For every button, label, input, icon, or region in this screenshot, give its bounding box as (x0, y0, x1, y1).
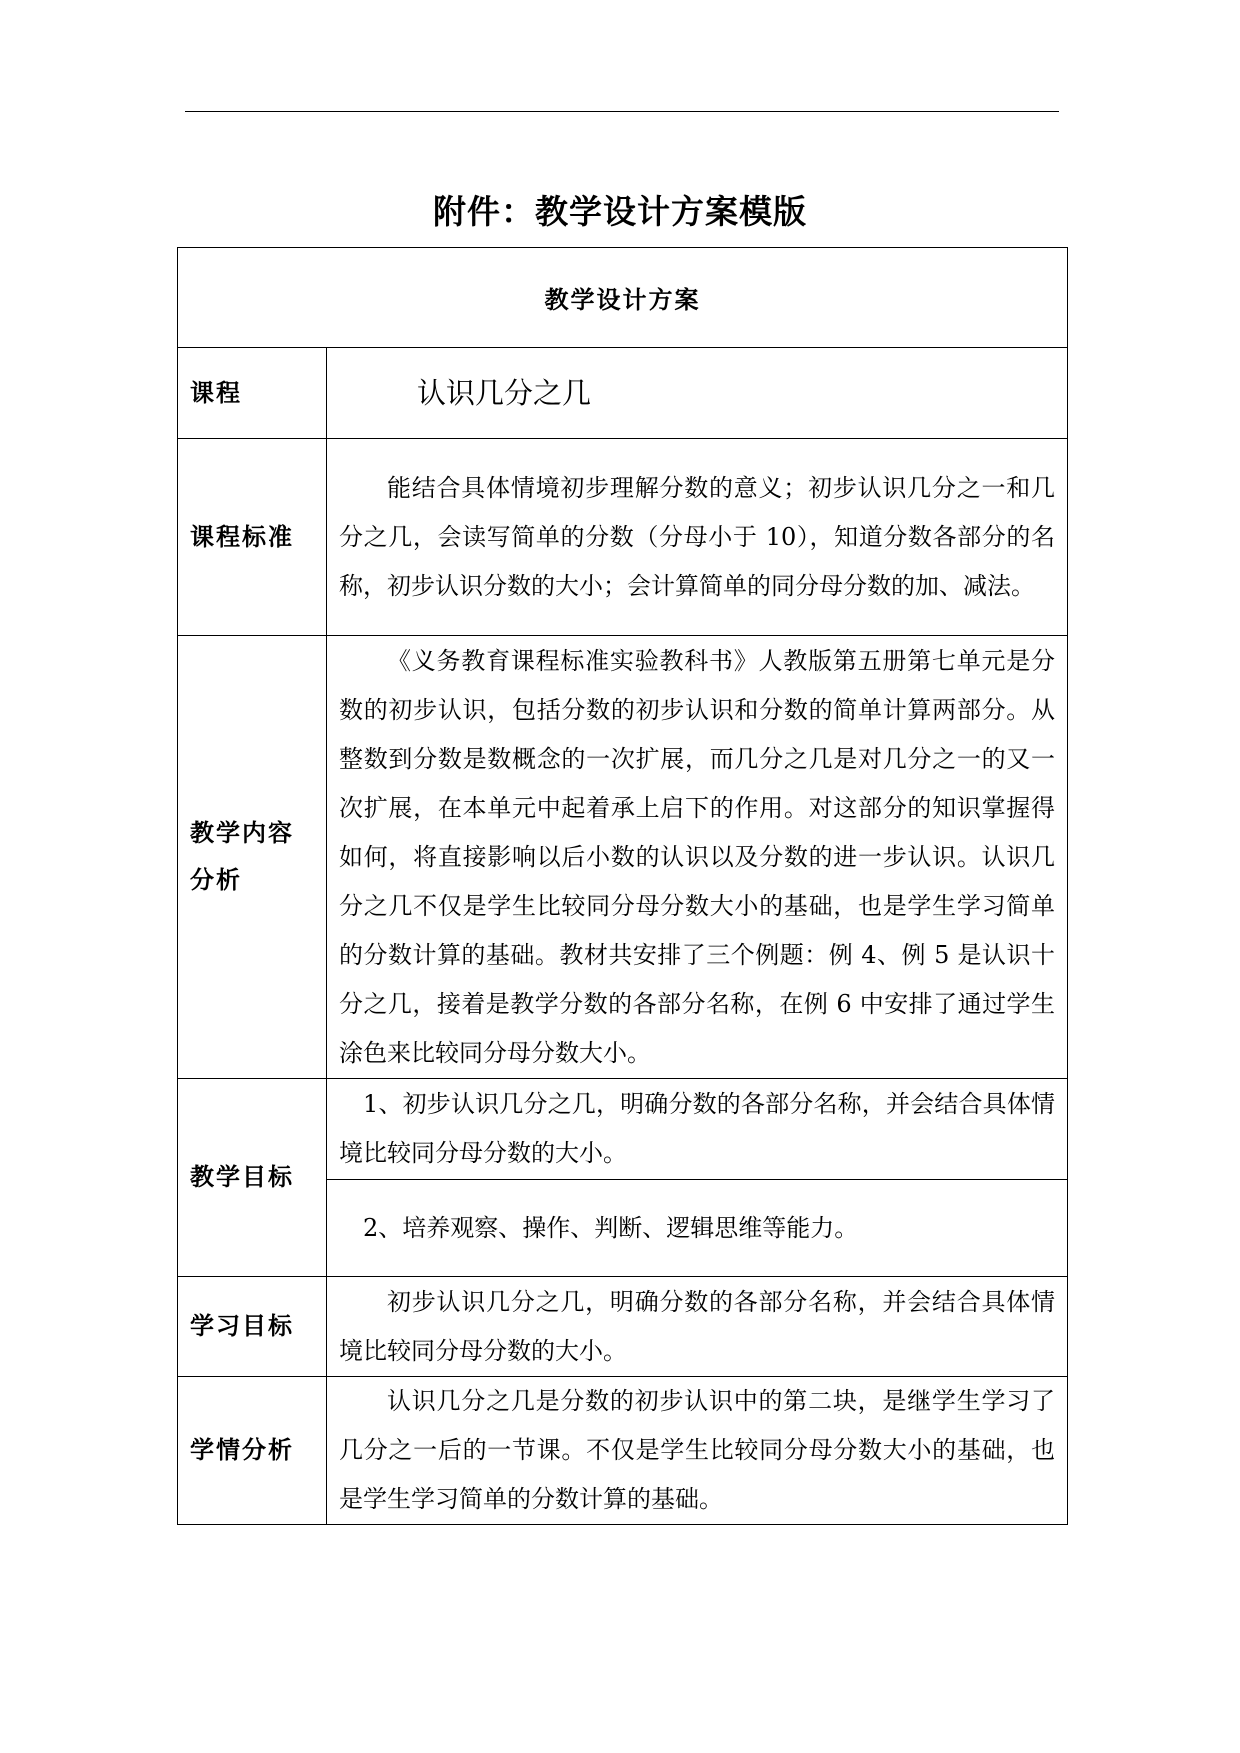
table-title: 教学设计方案 (178, 248, 1068, 348)
teaching-goal-1: 1、初步认识几分之几，明确分数的各部分名称，并会结合具体情境比较同分母分数的大小。 (327, 1079, 1068, 1180)
table-header-row (178, 248, 1068, 348)
row-student-analysis (178, 1377, 1068, 1525)
content-analysis-label: 教学内容分析 (178, 636, 327, 1079)
course-value: 认识几分之几 (327, 348, 1068, 439)
teaching-design-table (177, 247, 1068, 1525)
student-analysis-value: 认识几分之几是分数的初步认识中的第二块，是继学生学习了几分之一后的一节课。不仅是学生比较同分母分数大小的基础，也是学生学习简单的分数计算的基础。 (327, 1377, 1068, 1525)
course-standard-label: 课程标准 (178, 439, 327, 636)
row-course-standard (178, 439, 1068, 636)
teaching-goal-2: 2、培养观察、操作、判断、逻辑思维等能力。 (327, 1180, 1068, 1277)
course-label: 课程 (178, 348, 327, 439)
row-learning-goals (178, 1277, 1068, 1377)
learning-goals-value: 初步认识几分之几，明确分数的各部分名称，并会结合具体情境比较同分母分数的大小。 (327, 1277, 1068, 1377)
content-analysis-value: 《义务教育课程标准实验教科书》人教版第五册第七单元是分数的初步认识，包括分数的初步认识和分数的简单计算两部分。从整数到分数是数概念的一次扩展，而几分之几是对几分之一的又一次扩展，在本单元中起着承上启下的作用。对这部分的知识掌握得如何，将直接影响以后小数的认识以及分数的进一步认识。认识几分之几不仅是学生比较同分母分数大小的基础，也是学生学习简单的分数计算的基础。教材共安排了三个例题：例 4、例 5 是认识十分之几，接着是教学分数的各部分名称，在例 6 中安排了通过学生涂色来比较同分母分数大小。 (327, 636, 1068, 1079)
teaching-goals-label: 教学目标 (178, 1079, 327, 1277)
header-rule (185, 111, 1059, 112)
document-title: 附件：教学设计方案模版 (433, 192, 807, 231)
row-teaching-goals-1 (178, 1079, 1068, 1180)
student-analysis-label: 学情分析 (178, 1377, 327, 1525)
row-course (178, 348, 1068, 439)
course-standard-value: 能结合具体情境初步理解分数的意义；初步认识几分之一和几分之几，会读写简单的分数（分母小于 10），知道分数各部分的名称，初步认识分数的大小；会计算简单的同分母分数的加、减法。 (327, 439, 1068, 636)
learning-goals-label: 学习目标 (178, 1277, 327, 1377)
row-content-analysis (178, 636, 1068, 1079)
